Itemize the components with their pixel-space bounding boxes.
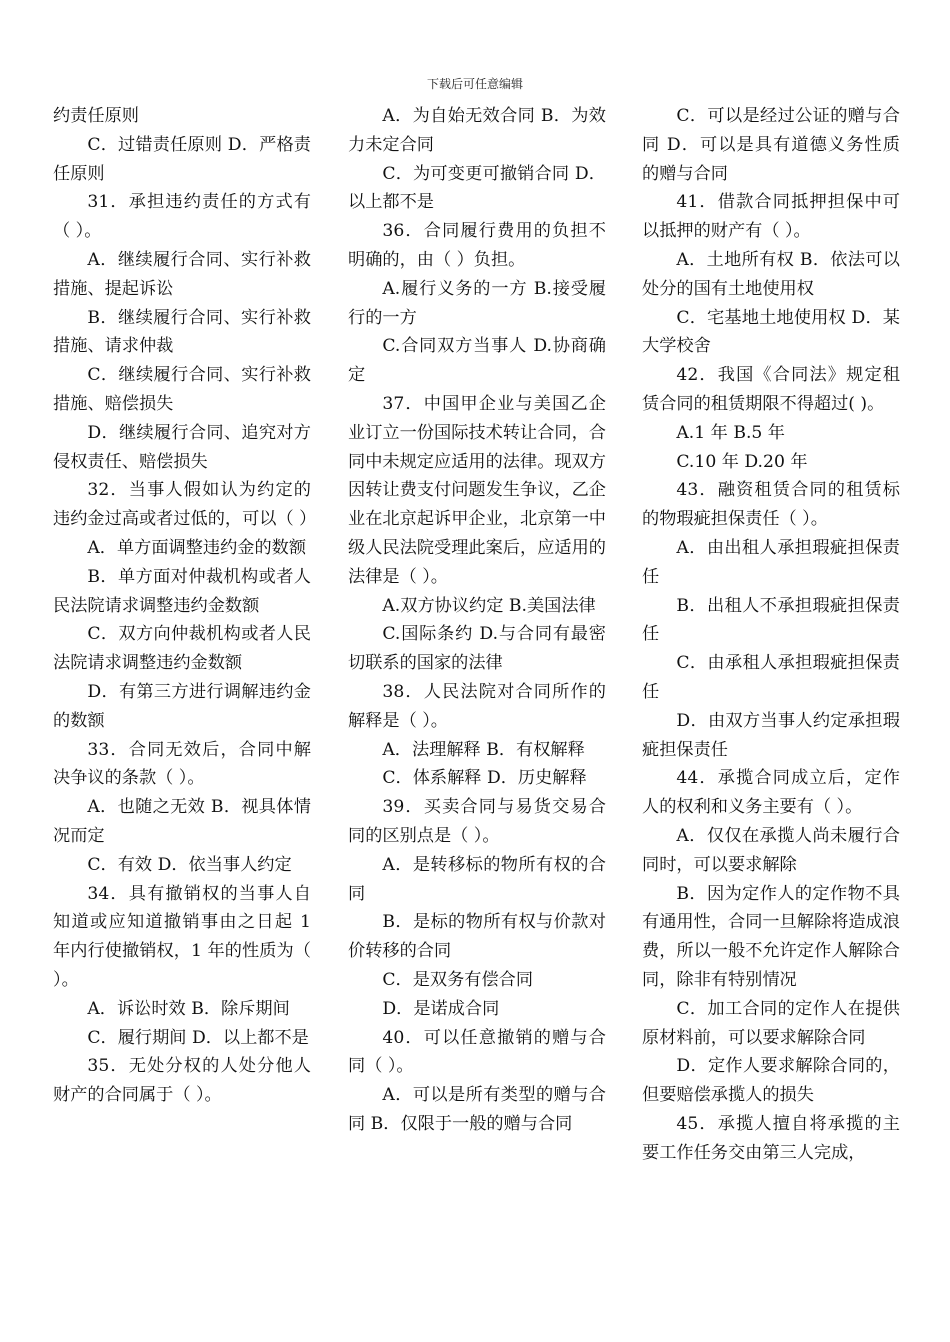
- paragraph: 44．承揽合同成立后，定作人的权利和义务主要有（ ）。: [642, 768, 900, 818]
- paragraph: A．为自始无效合同 B．为效力未定合同: [348, 106, 606, 155]
- paragraph: C．加工合同的定作人在提供原材料前，可以要求解除合同: [642, 998, 900, 1048]
- paragraph: A.1 年 B.5 年: [676, 422, 785, 443]
- paragraph: A．也随之无效 B．视具体情况而定: [53, 797, 311, 846]
- paragraph: A．土地所有权 B．依法可以处分的国有土地使用权: [642, 249, 900, 299]
- paragraph: A．仅仅在承揽人尚未履行合同时，可以要求解除: [642, 825, 900, 875]
- paragraph: C．双方向仲裁机构或者人民法院请求调整违约金数额: [53, 624, 311, 674]
- paragraph: A.双方协议约定 B.美国法律: [382, 595, 596, 616]
- paragraph: 45．承揽人擅自将承揽的主要工作任务交由第三人完成，: [642, 1113, 900, 1163]
- paragraph: C.国际条约 D.与合同有最密切联系的国家的法律: [348, 624, 606, 674]
- paragraph: A．由出租人承担瑕疵担保责任: [642, 537, 900, 587]
- paragraph: 37．中国甲企业与美国乙企业订立一份国际技术转让合同，合同中未规定应适用的法律。现双方因转让费支付问题发生争议，乙企业在北京起诉甲企业，北京第一中级人民法院受理此案后，应适用的法律是（ ）。: [348, 393, 606, 587]
- paragraph: A．继续履行合同、实行补救措施、提起诉讼: [53, 249, 311, 299]
- paragraph: C．继续履行合同、实行补救措施、赔偿损失: [53, 365, 311, 414]
- paragraph: C．由承租人承担瑕疵担保责任: [642, 653, 900, 702]
- paragraph: C.合同双方当事人 D.协商确定: [348, 336, 606, 386]
- paragraph: C．宅基地土地使用权 D．某大学校舍: [642, 307, 900, 357]
- paragraph: 39．买卖合同与易货交易合同的区别点是（ ）。: [348, 797, 606, 846]
- paragraph: A．可以是所有类型的赠与合同 B．仅限于一般的赠与合同: [348, 1085, 606, 1134]
- paragraph: C.10 年 D.20 年: [676, 451, 808, 472]
- paragraph: 41．借款合同抵押担保中可以抵押的财产有（ ）。: [642, 192, 900, 242]
- text-column-3: [642, 102, 900, 1167]
- paragraph: D．由双方当事人约定承担瑕疵担保责任: [642, 710, 900, 760]
- paragraph: 约责任原则: [53, 106, 139, 126]
- paragraph: D．继续履行合同、追究对方侵权责任、赔偿损失: [53, 422, 311, 472]
- paragraph: C．有效 D．依当事人约定: [87, 854, 292, 875]
- paragraph: D．定作人要求解除合同的，但要赔偿承揽人的损失: [642, 1056, 900, 1106]
- paragraph: B．出租人不承担瑕疵担保责任: [642, 595, 900, 645]
- paragraph: 43．融资租赁合同的租赁标的物瑕疵担保责任（ ）。: [642, 480, 900, 530]
- paragraph: 40．可以任意撤销的赠与合同（ ）。: [348, 1027, 606, 1077]
- paragraph: 42．我国《合同法》规定租赁合同的租赁期限不得超过( )。: [642, 365, 900, 414]
- paragraph: C．为可变更可撤销合同 D．以上都不是: [348, 163, 606, 213]
- page-header: 下载后可任意编辑: [426, 77, 523, 91]
- paragraph: 36．合同履行费用的负担不明确的，由（ ）负担。: [348, 221, 606, 270]
- text-column-2: [348, 102, 606, 1139]
- text-column-1: [53, 102, 317, 1110]
- paragraph: B．因为定作人的定作物不具有通用性，合同一旦解除将造成浪费，所以一般不允许定作人解除合同，除非有特别情况: [642, 883, 900, 990]
- paragraph: C．体系解释 D．历史解释: [382, 768, 587, 789]
- paragraph: D．有第三方进行调解违约金的数额: [53, 681, 311, 731]
- paragraph: B．单方面对仲裁机构或者人民法院请求调整违约金数额: [53, 566, 311, 616]
- paragraph: 34．具有撤销权的当事人自知道或应知道撤销事由之日起 1 年内行使撤销权，1 年的性质为（ ）。: [53, 883, 311, 990]
- paragraph: A.履行义务的一方 B.接受履行的一方: [348, 278, 606, 328]
- paragraph: 35．无处分权的人处分他人财产的合同属于（ ）。: [53, 1056, 311, 1106]
- paragraph: C．履行期间 D．以上都不是: [87, 1027, 309, 1048]
- paragraph: 33．合同无效后，合同中解决争议的条款（ ）。: [53, 739, 311, 789]
- paragraph: 32．当事人假如认为约定的违约金过高或者过低的，可以（ ）: [53, 480, 317, 530]
- paragraph: C．是双务有偿合同: [382, 969, 534, 990]
- paragraph: B．继续履行合同、实行补救措施、请求仲裁: [53, 307, 311, 357]
- paragraph: A．诉讼时效 B．除斥期间: [87, 998, 290, 1019]
- paragraph: A．法理解释 B．有权解释: [382, 739, 585, 760]
- paragraph: D．是诺成合同: [382, 998, 500, 1019]
- paragraph: A．是转移标的物所有权的合同: [348, 854, 606, 904]
- paragraph: 38．人民法院对合同所作的解释是（ ）。: [348, 681, 606, 731]
- paragraph: C．过错责任原则 D．严格责任原则: [53, 134, 311, 184]
- paragraph: 31．承担违约责任的方式有（ ）。: [53, 192, 311, 242]
- paragraph: A．单方面调整违约金的数额: [87, 537, 307, 558]
- paragraph: B．是标的物所有权与价款对价转移的合同: [348, 912, 606, 962]
- paragraph: C．可以是经过公证的赠与合同 D．可以是具有道德义务性质的赠与合同: [642, 106, 900, 184]
